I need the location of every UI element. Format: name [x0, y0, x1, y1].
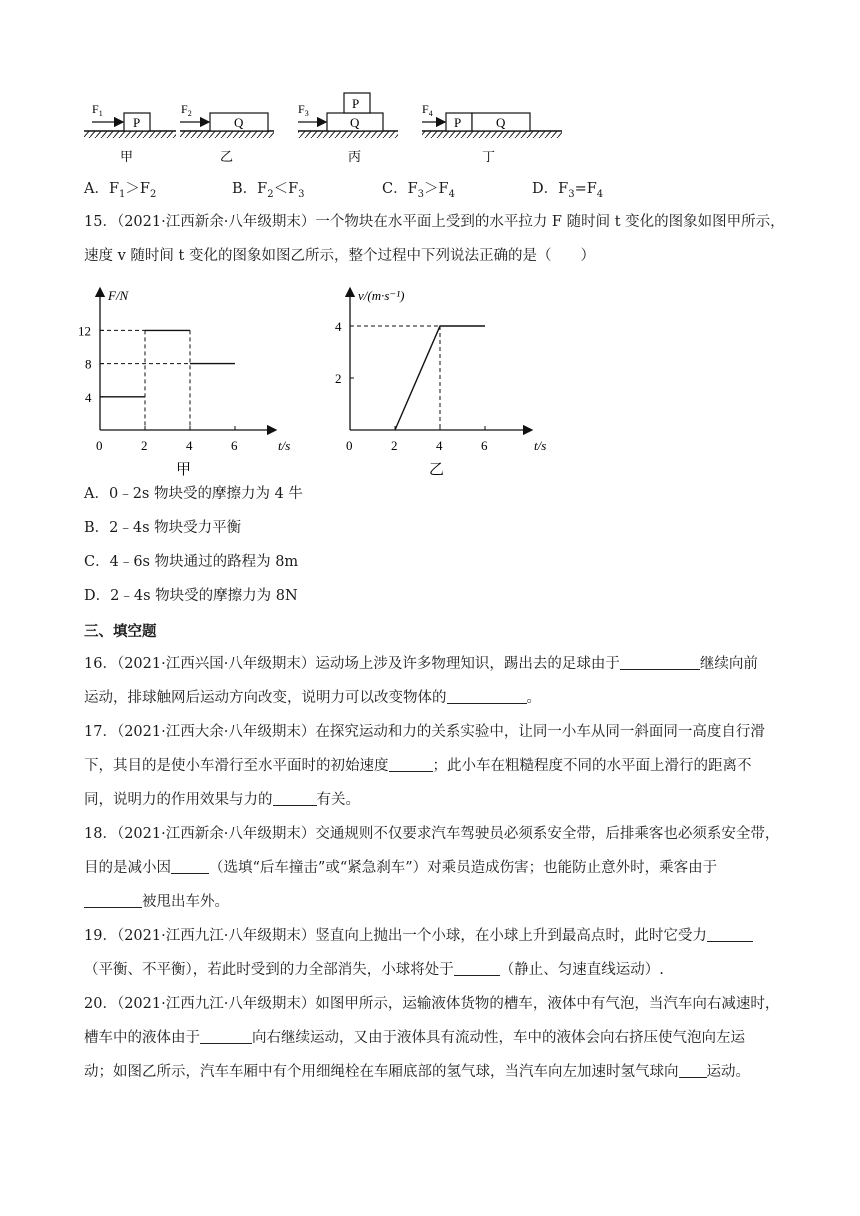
q20-line2: 槽车中的液体由于 向右继续运动，又由于液体具有流动性，车中的液体会向右挤压使气泡向左运 [84, 1030, 745, 1046]
y-tick-label: 4 [85, 389, 92, 405]
y-tick-label: 2 [335, 371, 342, 386]
q15-option-c: C．4﹣6s 物块通过的路程为 8m [84, 554, 299, 570]
q15-stem-line2: 速度 v 随时间 t 变化的图象如图乙所示，整个过程中下列说法正确的是（ ） [84, 248, 595, 264]
force-label: $F_3$ [298, 102, 309, 118]
x-axis-label: t/s [534, 438, 547, 453]
y-tick-label: 12 [78, 323, 91, 339]
x-tick-label: 2 [141, 438, 148, 453]
diagram-yi [180, 102, 274, 164]
q15-option-a: A．0﹣2s 物块受的摩擦力为 4 牛 [84, 486, 303, 502]
answer-blank [171, 859, 209, 874]
diagram-jia [84, 102, 176, 164]
y-axis-label: F/N [108, 288, 129, 303]
q18-line3: 被甩出车外。 [84, 892, 229, 912]
q17-line2: 下，其目的是使小车滑行至水平面时的初始速度 ；此小车在粗糙程度不同的水平面上滑行的距离不 [84, 758, 752, 774]
answer-blank [273, 791, 317, 806]
answer-blank [447, 689, 527, 704]
caption-yi: 乙 [220, 149, 234, 164]
block-q-label: Q [350, 115, 360, 130]
answer-blank [84, 893, 142, 908]
diagram-bing [298, 93, 398, 164]
y-tick-label: 4 [335, 319, 342, 334]
x-axis-label: t/s [278, 438, 291, 453]
answer-blank [620, 655, 700, 670]
y-axis-label: v/(m·s⁻¹) [358, 288, 405, 303]
diagram-ding [422, 102, 562, 164]
y-tick-label: 8 [85, 356, 92, 372]
chart-v-t-svg [335, 282, 566, 478]
caption-bing: 丙 [348, 149, 362, 164]
block-p-label: P [454, 115, 462, 130]
q18-line2: 目的是减小因 （选填“后车撞击”或“紧急刹车”）对乘员造成伤害；也能防止意外时，乘客由于 [84, 860, 718, 876]
block-p-label: P [133, 115, 141, 130]
q19-line2: （平衡、不平衡），若此时受到的力全部消失，小球将处于 （静止、匀速直线运动）. [84, 962, 664, 978]
answer-blank [389, 757, 433, 772]
q14-option-a: A．$F_1>F_2$ [84, 181, 157, 200]
x-tick-label: 4 [436, 438, 443, 453]
chart-f-t-svg [78, 282, 294, 478]
x-tick-label: 6 [481, 438, 488, 453]
caption-ding: 丁 [482, 149, 496, 164]
block-q-label: Q [496, 115, 506, 130]
q18-line1: 18．（2021·江西新余·八年级期末）交通规则不仅要求汽车驾驶员必须系安全带，后排乘客也必须系安全带， [84, 826, 780, 842]
q14-option-d: D．$F_3=F_4$ [532, 181, 604, 200]
block-p-label: P [352, 96, 360, 111]
force-label: $F_1$ [92, 102, 103, 118]
q17-line1: 17．（2021·江西大余·八年级期末）在探究运动和力的关系实验中，让同一小车从同一斜面同一高度自行滑 [84, 724, 765, 740]
q19-line1: 19．（2021·江西九江·八年级期末）竖直向上抛出一个小球，在小球上升到最高点时，此时它受力 [84, 926, 753, 946]
answer-blank [679, 1063, 707, 1078]
x-tick-label: 0 [346, 438, 353, 453]
q14-figure-svg [84, 88, 574, 168]
x-tick-label: 6 [231, 438, 238, 453]
q14-option-b: B．$F_2<F_3$ [232, 181, 305, 200]
chart-caption: 乙 [429, 462, 445, 478]
answer-blank [454, 961, 500, 976]
x-tick-label: 4 [186, 438, 193, 453]
q16-line1: 16．（2021·江西兴国·八年级期末）运动场上涉及许多物理知识，踢出去的足球由于 继续向前 [84, 656, 758, 672]
caption-jia: 甲 [120, 149, 134, 164]
q20-line1: 20．（2021·江西九江·八年级期末）如图甲所示，运输液体货物的槽车，液体中有气泡，当汽车向右减速时， [84, 996, 780, 1012]
x-tick-label: 2 [391, 438, 398, 453]
q15-option-d: D．2﹣4s 物块受的摩擦力为 8N [84, 588, 298, 604]
q16-line2: 运动，排球触网后运动方向改变，说明力可以改变物体的 。 [84, 690, 541, 706]
answer-blank [707, 927, 753, 942]
q15-stem-line1: 15．（2021·江西新余·八年级期末）一个物块在水平面上受到的水平拉力 F 随时间 t 变化的图象如图甲所示， [84, 214, 785, 230]
q14-figure [84, 88, 574, 168]
chart-f-t [78, 282, 294, 478]
q14-option-c: C．$F_3>F_4$ [382, 181, 455, 200]
q15-option-b: B．2﹣4s 物块受力平衡 [84, 520, 242, 536]
x-tick-label: 0 [96, 438, 103, 453]
chart-v-t [335, 282, 566, 478]
section-heading: 三、填空题 [84, 624, 157, 640]
q17-line3: 同，说明力的作用效果与力的 有关。 [84, 792, 360, 808]
force-label: $F_2$ [181, 102, 192, 118]
q20-line3: 动；如图乙所示，汽车车厢中有个用细绳栓在车厢底部的氢气球，当汽车向左加速时氢气球向 运动。 [84, 1064, 750, 1080]
block-q-label: Q [234, 115, 244, 130]
answer-blank [200, 1029, 252, 1044]
chart-caption: 甲 [176, 462, 192, 478]
force-label: $F_4$ [422, 102, 433, 118]
